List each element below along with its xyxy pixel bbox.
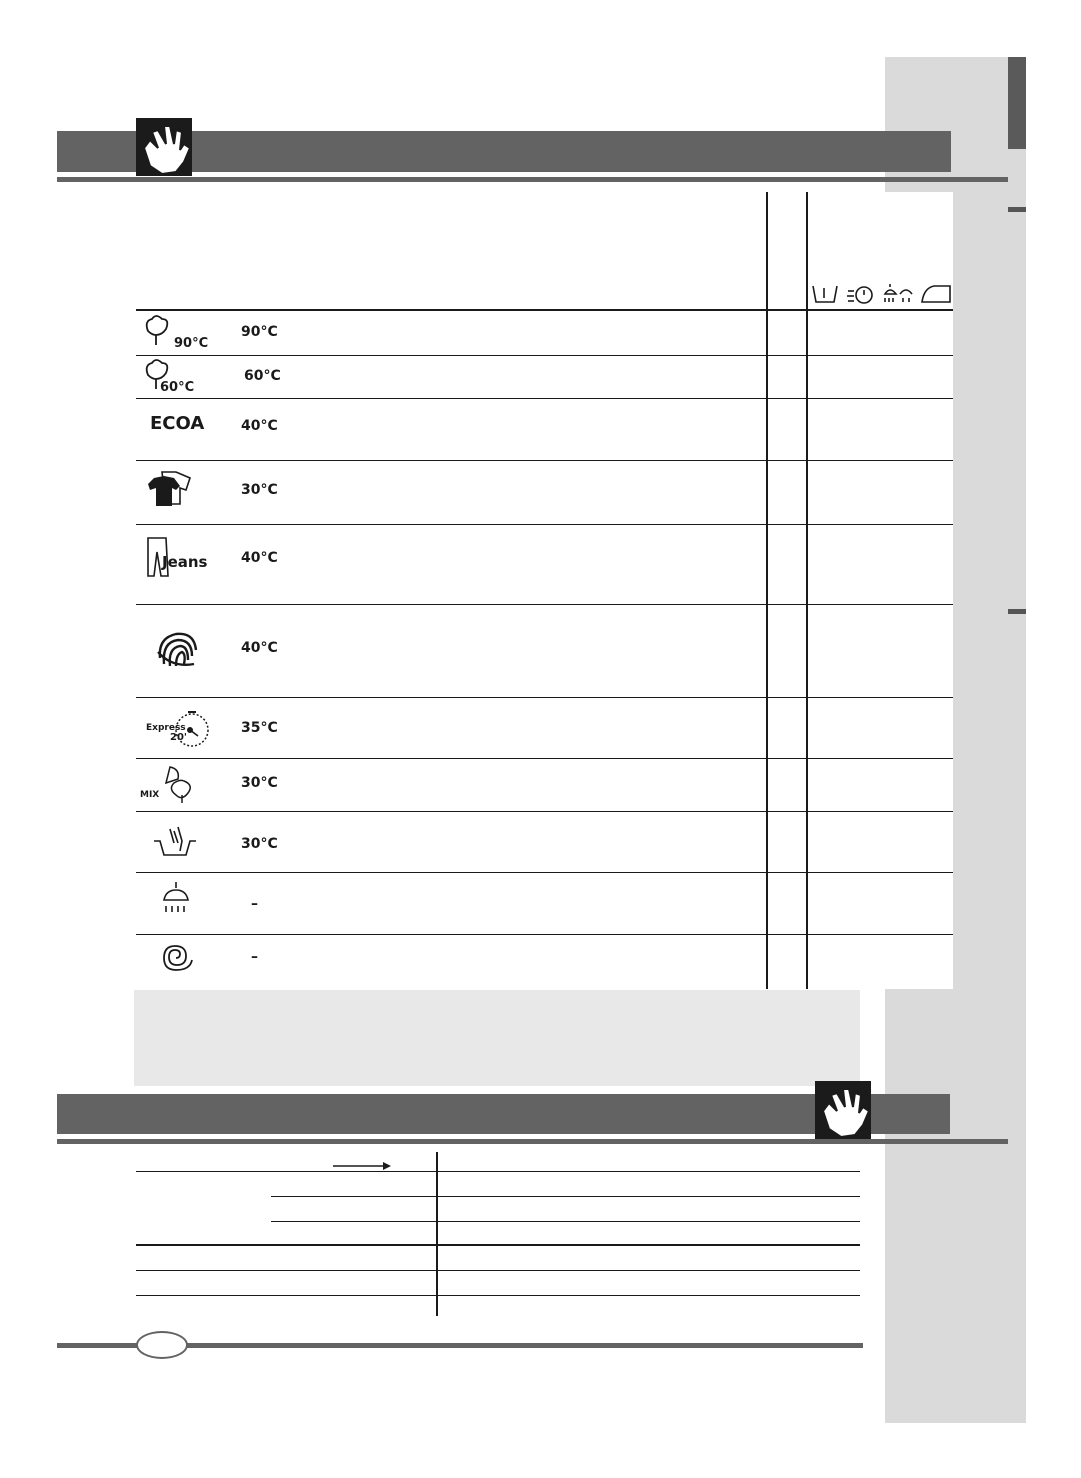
table-row-divider	[136, 1295, 860, 1296]
note-box	[134, 990, 860, 1086]
table-row-divider	[136, 758, 953, 759]
shirt-icon	[146, 468, 194, 512]
table-row-divider	[136, 872, 953, 873]
temperature-value: 30°C	[241, 836, 278, 852]
rinse-icon	[160, 880, 194, 918]
temperature-value: –	[251, 949, 258, 965]
sidebar-marker	[1008, 207, 1026, 212]
rinse-shower-icon	[885, 284, 912, 302]
wool-icon	[154, 628, 202, 672]
iron-icon	[922, 286, 950, 302]
table-column-divider	[806, 192, 808, 989]
temperature-value: 35°C	[241, 720, 278, 736]
hand-wash-icon	[152, 823, 200, 861]
cotton-60-icon	[140, 357, 220, 397]
temperature-value: –	[251, 896, 258, 912]
table-row-divider	[136, 697, 953, 698]
svg-text:60°C: 60°C	[160, 380, 195, 395]
table-column-divider	[766, 192, 768, 989]
mix-icon	[140, 763, 200, 807]
table-row-divider	[136, 1244, 860, 1246]
table-row-divider	[136, 604, 953, 605]
table-row-divider	[136, 524, 953, 525]
table-row-divider	[136, 1171, 860, 1172]
table-column-divider	[436, 1152, 438, 1316]
hand-icon	[136, 118, 192, 176]
table-row-divider	[271, 1221, 860, 1222]
table-row-divider	[136, 398, 953, 399]
hand-icon	[815, 1081, 871, 1139]
section-header-underline	[57, 177, 1008, 182]
temperature-value: 40°C	[241, 418, 278, 434]
timer-icon	[847, 287, 872, 303]
arrow-right-icon	[333, 1157, 393, 1169]
jeans-icon	[146, 536, 216, 580]
svg-text:90°C: 90°C	[174, 336, 209, 351]
table-panel-extension	[885, 192, 953, 989]
express-20-icon	[144, 706, 216, 750]
table-row-divider	[136, 355, 953, 356]
spin-icon	[156, 940, 196, 976]
table-row-divider	[136, 934, 953, 935]
temperature-value: 40°C	[241, 550, 278, 566]
chapter-tab	[1008, 57, 1026, 149]
svg-text:Express: Express	[146, 723, 186, 733]
temperature-value: 40°C	[241, 640, 278, 656]
page-number-oval	[136, 1331, 188, 1359]
table-row-divider	[136, 1270, 860, 1271]
table-row-divider	[136, 460, 953, 461]
table-header-line	[136, 309, 953, 311]
temperature-value: 30°C	[241, 482, 278, 498]
sidebar-marker	[1008, 609, 1026, 614]
cotton-90-icon	[140, 313, 220, 353]
table-row-divider	[271, 1196, 860, 1197]
temperature-value: 30°C	[241, 775, 278, 791]
table-row-divider	[136, 811, 953, 812]
section-header-underline	[57, 1139, 1008, 1144]
wash-tub-icon	[813, 286, 837, 302]
eco-a-icon: ECOA	[150, 413, 205, 434]
svg-text:MIX: MIX	[140, 790, 160, 800]
temperature-value: 90°C	[241, 324, 278, 340]
table-header-icons	[810, 282, 953, 306]
temperature-value: 60°C	[244, 368, 281, 384]
svg-text:Jeans: Jeans	[162, 553, 208, 571]
svg-text:20': 20'	[170, 732, 187, 743]
